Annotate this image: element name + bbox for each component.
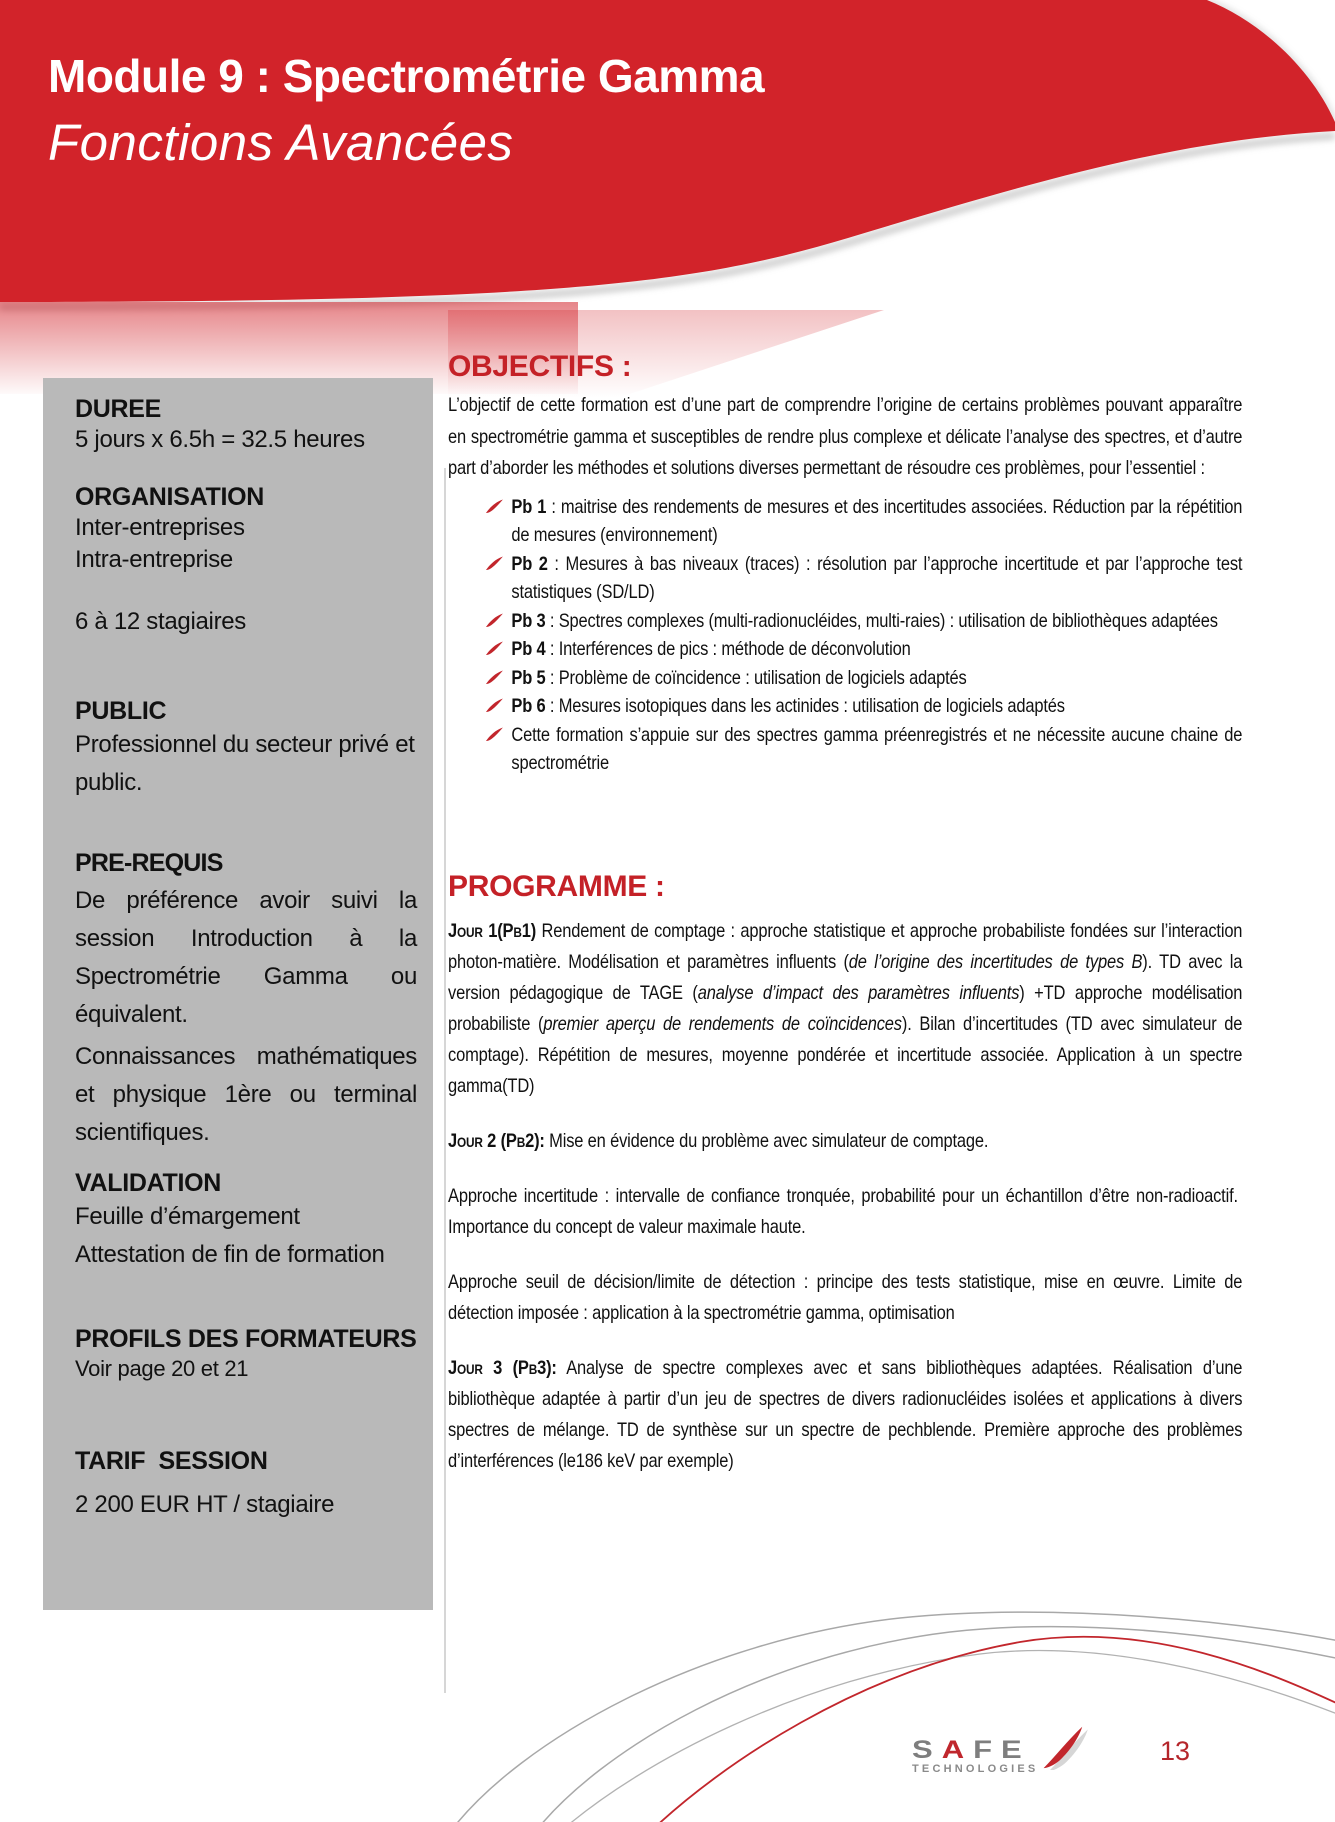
swoosh-bullet-icon [485, 670, 504, 685]
logo-swoosh-icon [1033, 1724, 1091, 1770]
header [48, 50, 764, 172]
page-title: Module 9 : Spectrométrie Gamma [48, 50, 765, 102]
programme-text-segment: Rendement de comptage : approche statistique et approche probabiliste fondées sur l’interaction photon-matière. Modélisation et paramètres influents ( [448, 920, 1243, 973]
programme-text-segment: analyse d’impact des paramètres influents [697, 982, 1020, 1004]
sidebar-content [75, 394, 417, 1522]
sidebar-section [75, 1324, 417, 1384]
objective-item: Pb 3 : Spectres complexes (multi-radionucléides, multi-raies) : utilisation de bibliothèques adaptées [482, 607, 1243, 636]
programme-day-label: Jour 3 (Pb3): [448, 1357, 557, 1379]
programme-paragraph [448, 1126, 1242, 1157]
objectives-section [448, 390, 1242, 778]
sidebar-section-heading: DUREE [75, 395, 162, 423]
safe-logo-row [912, 1724, 1091, 1762]
objective-item-label: Pb 4 [511, 638, 546, 660]
programme-day-label: Jour 2 (Pb2): [448, 1130, 545, 1152]
swoosh-bullet-icon [485, 499, 504, 514]
sidebar-section-heading: VALIDATION [75, 1169, 222, 1197]
programme-text-segment: Approche seuil de décision/limite de détection : principe des tests statistique, mise en œuvre. Limite de détection imposée : application à la spectrométrie gamma, optimisation [448, 1271, 1243, 1324]
sidebar-text: 6 à 12 stagiaires [75, 608, 247, 635]
programme-text-segment: de l’origine des incertitudes de types B [848, 951, 1143, 973]
logo-letters: FE [973, 1734, 1031, 1764]
sidebar-section-heading: ORGANISATION [75, 483, 264, 511]
sidebar-text: Feuille d’émargement [75, 1203, 300, 1230]
programme-paragraph [448, 1353, 1242, 1477]
sidebar-section-heading: TARIF SESSION [75, 1447, 268, 1475]
objectives-heading: OBJECTIFS : [448, 350, 632, 383]
swoosh-bullet-icon [485, 727, 504, 742]
swoosh-bullet-icon [485, 698, 504, 713]
programme-text-segment: premier aperçu de rendements de coïncidences [543, 1013, 902, 1035]
sidebar-text: Voir page 20 et 21 [75, 1356, 249, 1381]
programme-text-segment: ). Bilan d’incertitudes (TD avec simulateur de comptage). Répétition de mesures, moyenne pondérée et incertitude associée. Application à un spectre gamma(TD) [448, 1013, 1243, 1097]
programme-paragraph [448, 916, 1242, 1102]
safe-logo-subtext: TECHNOLOGIES [912, 1763, 1039, 1775]
programme-text-segment: Analyse de spectre complexes avec et sans bibliothèques adaptées. Réalisation d’une bibliothèque adaptée à partir d’un jeu de spectres de divers radionucléides isolées et applications à divers spectres de mélange. TD de synthèse sur un spectre de pechblende. Première approche des problèmes d’interférences (le186 keV par exemple) [448, 1357, 1243, 1472]
programme-text-segment: ) +TD approche modélisation probabiliste ( [448, 982, 1243, 1035]
objective-item-label: Pb 5 [511, 666, 546, 689]
programme-text-segment: Approche incertitude : intervalle de confiance tronquée, probabilité pour un échantillon d’être non-radioactif. Importance du concept de valeur maximale haute. [448, 1185, 1243, 1238]
objective-item: Pb 5 : Problème de coïncidence : utilisation de logiciels adaptés [482, 664, 1243, 693]
sidebar-text: Professionnel du secteur privé et public. [75, 731, 415, 796]
swoosh-bullet-icon [485, 613, 504, 628]
sidebar-section [75, 1446, 417, 1522]
programme-paragraph [448, 1181, 1242, 1243]
programme-text-segment: ). TD avec la version pédagogique de TAGE ( [448, 951, 1243, 1004]
objective-item: Cette formation s’appuie sur des spectres gamma préenregistrés et ne nécessite aucune chaine de spectrométrie [482, 721, 1243, 778]
sidebar [43, 378, 433, 1610]
page-number: 13 [1160, 1736, 1191, 1766]
objective-item-label: Pb 1 [511, 495, 547, 518]
programme-content [448, 916, 1242, 1477]
sidebar-text: 5 jours x 6.5h = 32.5 heures [75, 426, 365, 453]
swoosh-bullet-icon [485, 556, 504, 571]
logo-letter-accent: A [941, 1734, 974, 1764]
sidebar-text: Connaissances mathématiques et physique 1ère ou terminal scientifiques. [75, 1043, 417, 1146]
logo-letter: S [912, 1734, 942, 1764]
objective-item: Pb 4 : Interférences de pics : méthode de déconvolution [482, 635, 1243, 664]
divider-line [444, 468, 446, 1693]
objective-item-label: Pb 3 [511, 609, 546, 632]
programme-paragraph [448, 1267, 1242, 1329]
programme-section [448, 916, 1242, 1501]
sidebar-section-heading: PROFILS DES FORMATEURS [75, 1325, 417, 1353]
programme-day-label: Jour 1(Pb1) [448, 920, 537, 942]
sidebar-text: Attestation de fin de formation [75, 1241, 385, 1268]
sidebar-section [75, 848, 417, 1152]
objective-item: Pb 1 : maitrise des rendements de mesures et des incertitudes associées. Réduction par la répétition de mesures (environnement) [482, 493, 1243, 550]
sidebar-section [75, 696, 417, 802]
objective-item-label: Pb 6 [511, 695, 546, 717]
objective-item: Pb 6 : Mesures isotopiques dans les actinides : utilisation de logiciels adaptés [482, 692, 1243, 721]
programme-text-segment: Mise en évidence du problème avec simulateur de comptage. [544, 1130, 989, 1152]
swoosh-bullet-icon [485, 641, 504, 656]
programme-heading: PROGRAMME : [448, 870, 665, 903]
sidebar-section-heading: PUBLIC [75, 697, 167, 725]
safe-logo-text [912, 1734, 1031, 1764]
sidebar-section [75, 482, 417, 638]
sidebar-text: Inter-entreprises [75, 514, 245, 541]
page-subtitle: Fonctions Avancées [48, 114, 514, 171]
sidebar-section [75, 1168, 417, 1274]
safe-logo [912, 1724, 1091, 1775]
sidebar-text: De préférence avoir suivi la session Introduction à la Spectrométrie Gamma ou équivalent. [75, 887, 417, 1028]
objectives-intro: L’objectif de cette formation est d’une part de comprendre l’origine de certains problèmes pouvant apparaître en spectrométrie gamma et susceptibles de rendre plus complexe et délicate l’analyse des spectres, et d’autre part d’aborder les méthodes et solutions diverses permettant de résoudre ces problèmes, pour l’essentiel : [448, 394, 1243, 479]
sidebar-text: Intra-entreprise [75, 546, 233, 573]
sidebar-section-heading: PRE-REQUIS [75, 849, 223, 877]
objective-item: Pb 2 : Mesures à bas niveaux (traces) : résolution par l’approche incertitude et par l’approche test statistiques (SD/LD) [482, 550, 1243, 607]
sidebar-text: 2 200 EUR HT / stagiaire [75, 1491, 335, 1518]
objective-item-label: Pb 2 [511, 552, 548, 575]
sidebar-section [75, 394, 417, 456]
objectives-list [482, 493, 1243, 778]
footer-arcs-graphic [0, 1580, 1335, 1822]
